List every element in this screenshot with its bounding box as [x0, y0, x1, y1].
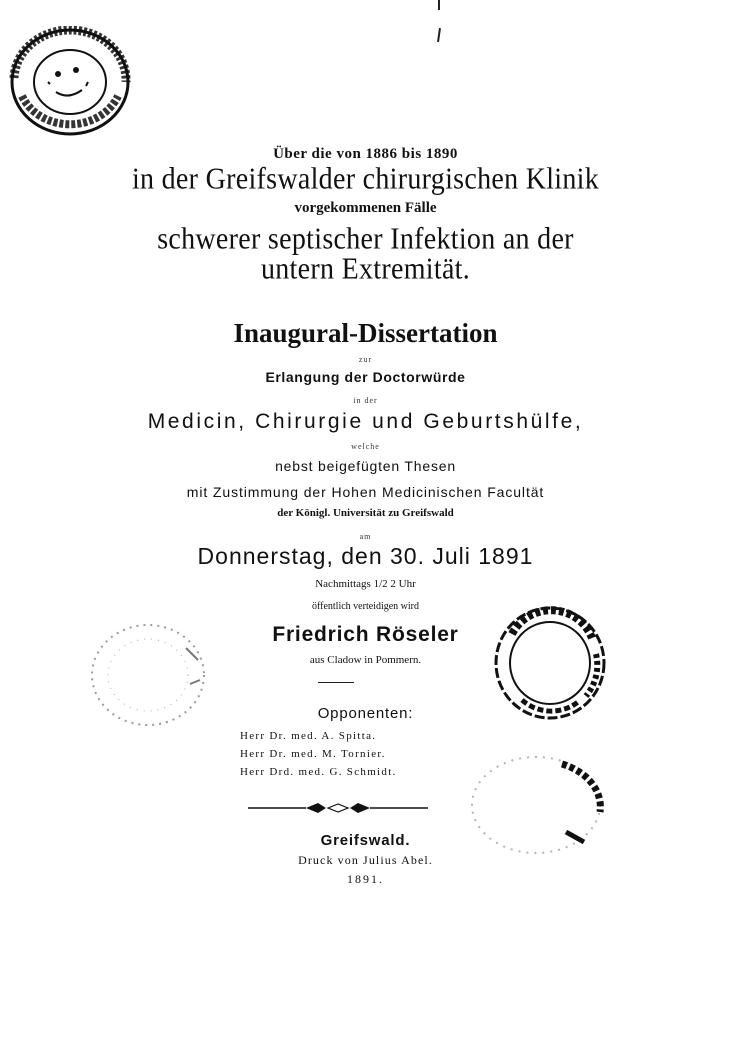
imprint-year: 1891. [347, 872, 384, 886]
author-name: Friedrich Röseler [272, 623, 459, 646]
zur-text: zur [358, 355, 373, 364]
short-divider [318, 682, 354, 683]
erlangung-text: Erlangung der Doctorwürde [265, 369, 466, 385]
welche-text: welche [351, 442, 380, 451]
library-seal-stamp [8, 26, 132, 138]
title-line-2: in der Greifswalder chirurgischen Klinik [131, 162, 600, 197]
opponent-2: Herr Dr. med. M. Tornier. [240, 748, 386, 760]
opponent-3: Herr Drd. med. G. Schmidt. [240, 766, 397, 778]
author-origin: aus Cladow in Pommern. [309, 654, 422, 666]
nebst-text: nebst beigefügten Thesen [275, 458, 456, 474]
ornamental-divider [248, 798, 428, 818]
oeffentlich-text: öffentlich verteidigen wird [311, 601, 419, 612]
title-line-3: vorgekommenen Fälle [294, 200, 437, 216]
dissertation-heading: Inaugural-Dissertation [233, 318, 498, 348]
opponents-heading: Opponenten: [317, 705, 414, 722]
title-line-5: untern Extremität. [260, 252, 471, 287]
defense-date: Donnerstag, den 30. Juli 1891 [197, 543, 534, 569]
am-text: am [359, 532, 372, 541]
opponent-1: Herr Dr. med. A. Spitta. [240, 730, 377, 742]
margin-mark [437, 28, 441, 42]
faint-round-stamp-left [86, 620, 210, 730]
margin-mark [438, 0, 440, 10]
title-line-1: Über die von 1886 bis 1890 [273, 146, 458, 162]
university-text: der Königl. Universität zu Greifswald [277, 507, 454, 519]
defense-time: Nachmittags 1/2 2 Uhr [315, 578, 416, 590]
imprint-printer: Druck von Julius Abel. [298, 853, 433, 867]
in-der-text: in der [353, 396, 378, 405]
academy-round-stamp [492, 604, 608, 722]
title-line-4: schwerer septischer Infektion an der [157, 222, 574, 257]
zustimmung-text: mit Zustimmung der Hohen Medicinischen Facultät [186, 484, 545, 500]
faint-round-stamp-right [466, 752, 606, 858]
imprint-place: Greifswald. [320, 832, 411, 849]
fields-text: Medicin, Chirurgie und Geburtshülfe, [147, 410, 584, 433]
